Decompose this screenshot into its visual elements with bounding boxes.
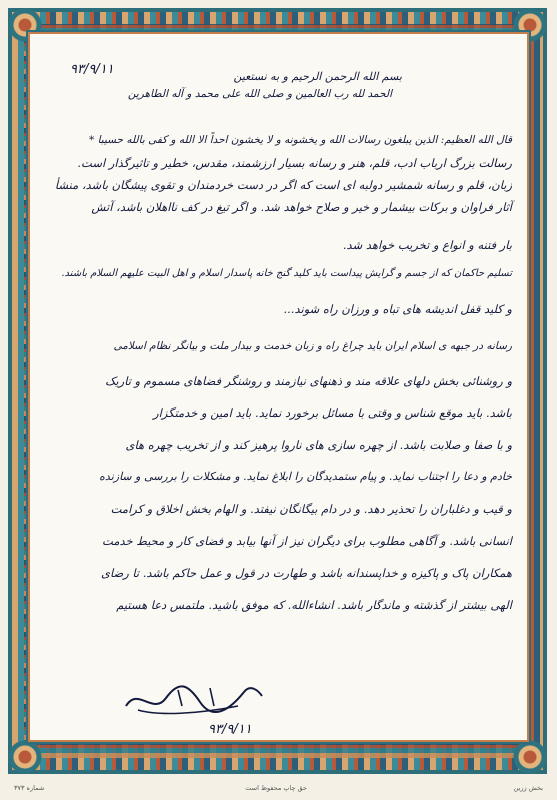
date-top: ۹۳/۹/۱۱: [70, 62, 114, 77]
handwritten-signature: [118, 676, 268, 720]
letter-body: [46, 40, 512, 740]
letter-line: انسانی باشد. و آگاهی مطلوب برای دیگران نیز از آنها بیابد و فضای کار و محیط خدمت: [102, 534, 512, 548]
footer-left: شماره ۳۷۳: [14, 784, 45, 792]
letter-line: رسانه در جبهه ی اسلام ایران باید چراغ راه و زبان خدمت و بیدار ملت و بیانگر نظام اسلامی: [113, 340, 512, 352]
footer-right: بخش زرین: [513, 784, 543, 792]
corner-ornament-icon: [513, 740, 547, 774]
letter-line: رسالت بزرگ ارباب ادب، قلم، هنر و رسانه بسیار ارزشمند، مقدس، خطیر و تاثیرگذار است.: [77, 156, 512, 170]
letter-line: خادم و دعا را اجتناب نماید. و پیام ستمدیدگان را ابلاغ نماید. و مشکلات را بررسی و سازنده: [99, 470, 512, 483]
corner-ornament-icon: [8, 740, 42, 774]
letter-line: و کلید قفل اندیشه های تباه و ورزان راه شوند...: [283, 302, 512, 316]
letter-line: بار فتنه و انواع و تخریب خواهد شد.: [342, 238, 512, 252]
letter-line: آثار فراوان و برکات بیشمار و خیر و صلاح خواهد شد. و اگر تیغ در کف نااهلان باشد، آتش: [91, 200, 512, 214]
praise-line: الحمد لله رب العالمین و صلی الله علی محمد و آله الطاهرین: [127, 88, 392, 100]
footer-center: حق چاپ محفوظ است: [245, 784, 307, 792]
letter-line: همکاران پاک و پاکیزه و خداپسندانه باشد و طهارت در قول و عمل حاکم باشد. تا رضای: [100, 566, 512, 580]
letter-line: و روشنائی بخش دلهای علاقه مند و ذهنهای نیازمند و روشنگر فضاهای مسموم و تاریک: [105, 374, 512, 388]
date-bottom: ۹۳/۹/۱۱: [208, 722, 252, 737]
letter-line: تسلیم حاکمان که از جسم و گرایش پیداست باید کلید گنج خانه پاسدار اسلام و اهل البیت علیهم السلام باشند.: [61, 268, 512, 279]
letter-line: باشد. باید موقع شناس و وقتی با مسائل برخورد نماید. باید امین و خدمتگزار: [153, 406, 512, 420]
letter-line: و با صفا و صلابت باشد. از چهره سازی های ناروا پرهیز کند و از تخریب چهره های: [125, 438, 512, 452]
letter-line: الهی بیشتر از گذشته و ماندگار باشد. انشاءالله. که موفق باشید. ملتمس دعا هستیم: [116, 598, 512, 612]
letter-line: زبان، قلم و رسانه شمشیر دولبه ای است که اگر در دست خردمندان و تقوی پیشگان باشد، منشأ: [54, 178, 512, 192]
page-footer: [0, 780, 557, 796]
basmala-line: بسم الله الرحمن الرحیم و به نستعین: [233, 70, 402, 83]
letter-line: و قیب و دغلباران را تحذیر دهد. و در دام بیگانگان نیفتد. و الهام بخش اخلاق و کرامت: [110, 502, 512, 516]
letter-line: قال الله العظیم: الذین یبلغون رسالات الله و یخشونه و لا یخشون احداً الا الله و کفی بالله حسیبا *: [89, 134, 512, 146]
